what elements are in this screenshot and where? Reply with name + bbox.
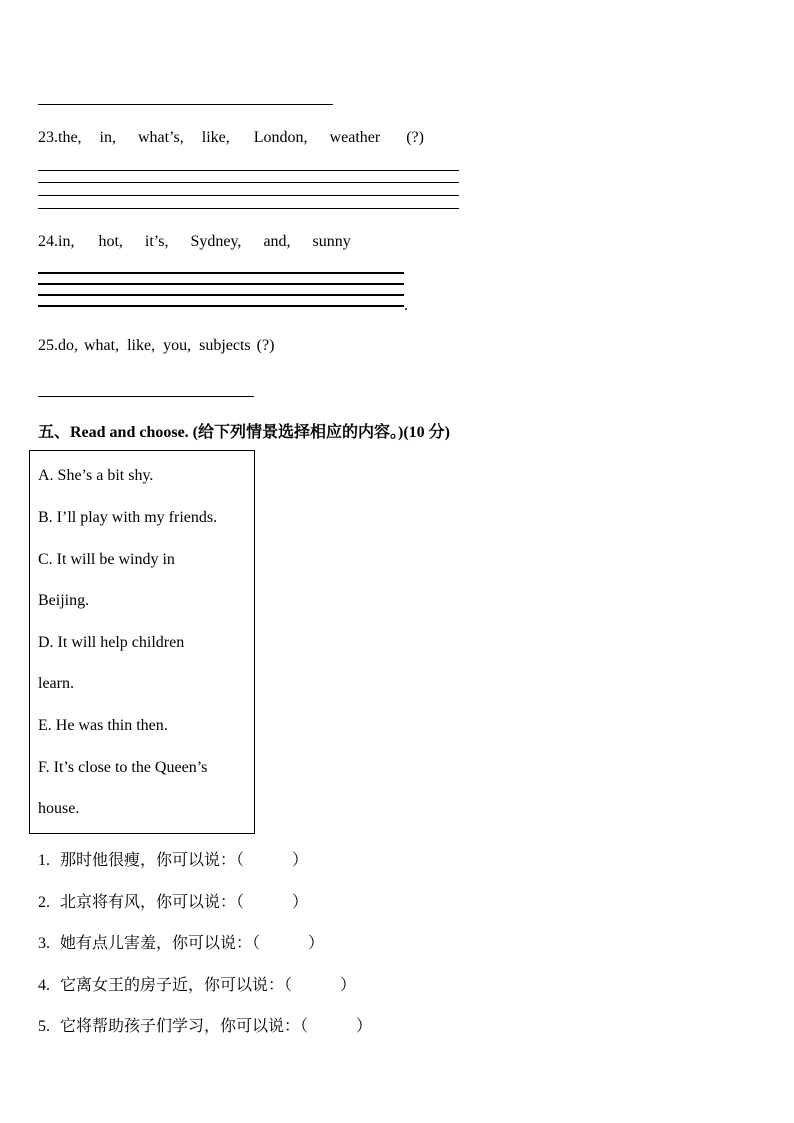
answer-line bbox=[38, 170, 459, 171]
option-f-continued: house. bbox=[38, 800, 80, 817]
answer-line bbox=[38, 272, 404, 274]
word: subjects bbox=[199, 337, 251, 354]
period-mark: . bbox=[404, 297, 408, 314]
options-box bbox=[29, 450, 255, 834]
word: like, bbox=[127, 337, 156, 354]
item-1 bbox=[38, 847, 308, 870]
word: Sydney, bbox=[190, 233, 242, 250]
question-number: 23. bbox=[38, 129, 58, 146]
answer-line bbox=[38, 208, 459, 209]
answer-line bbox=[38, 294, 404, 296]
question-number: 24. bbox=[38, 233, 58, 250]
item-text: 那时他很瘦，你可以说：（ ） bbox=[60, 850, 309, 869]
option-d-continued: learn. bbox=[38, 675, 74, 692]
option-b: B. I’ll play with my friends. bbox=[38, 509, 218, 526]
option-a: A. She’s a bit shy. bbox=[38, 467, 154, 484]
answer-line bbox=[38, 283, 404, 285]
option-d: D. It will help children bbox=[38, 634, 185, 651]
option-c: C. It will be windy in bbox=[38, 551, 175, 568]
word: London, bbox=[253, 129, 308, 146]
question-24 bbox=[38, 233, 369, 251]
question-23 bbox=[38, 129, 442, 147]
word: the, bbox=[58, 129, 82, 146]
word: what’s, bbox=[138, 129, 184, 146]
answer-line bbox=[38, 396, 254, 397]
word: sunny bbox=[312, 233, 351, 250]
word: you, bbox=[163, 337, 192, 354]
answer-line bbox=[38, 104, 333, 105]
word: do, bbox=[58, 337, 78, 354]
item-number: 1. bbox=[38, 852, 50, 869]
word: and, bbox=[263, 233, 291, 250]
answer-line bbox=[38, 305, 404, 307]
option-f: F. It’s close to the Queen’s bbox=[38, 759, 208, 776]
question-25 bbox=[38, 337, 292, 355]
item-number: 5. bbox=[38, 1018, 50, 1035]
option-c-continued: Beijing. bbox=[38, 592, 90, 609]
item-text: 它将帮助孩子们学习，你可以说：（ ） bbox=[60, 1016, 373, 1035]
item-number: 2. bbox=[38, 894, 50, 911]
option-e: E. He was thin then. bbox=[38, 717, 168, 734]
word: in, bbox=[99, 129, 116, 146]
word: (?) bbox=[256, 337, 275, 354]
answer-line bbox=[38, 195, 459, 196]
answer-line bbox=[38, 182, 459, 183]
word: (?) bbox=[406, 129, 424, 146]
word: hot, bbox=[98, 233, 123, 250]
word: in, bbox=[58, 233, 75, 250]
item-number: 3. bbox=[38, 935, 50, 952]
question-number: 25. bbox=[38, 337, 58, 354]
item-3 bbox=[38, 930, 324, 953]
item-text: 她有点儿害羞，你可以说：（ ） bbox=[60, 933, 325, 952]
item-5 bbox=[38, 1013, 372, 1036]
word: what, bbox=[84, 337, 120, 354]
word: weather bbox=[329, 129, 381, 146]
section-heading: 五、Read and choose. (给下列情景选择相应的内容。)(10 分) bbox=[38, 424, 450, 441]
item-2 bbox=[38, 889, 308, 912]
item-text: 它离女王的房子近，你可以说：（ ） bbox=[60, 975, 357, 994]
word: it’s, bbox=[144, 233, 169, 250]
item-number: 4. bbox=[38, 977, 50, 994]
item-text: 北京将有风，你可以说：（ ） bbox=[60, 892, 309, 911]
word: like, bbox=[201, 129, 230, 146]
item-4 bbox=[38, 972, 356, 995]
